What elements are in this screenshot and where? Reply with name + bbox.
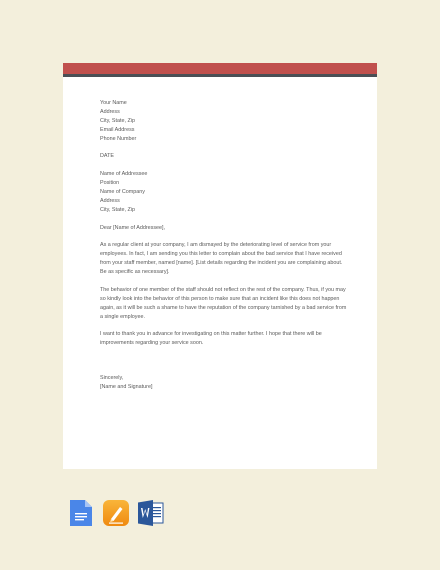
recipient-city-state-zip: City, State, Zip — [100, 206, 135, 213]
paragraph-line: a single employee. — [100, 313, 145, 320]
paragraph-line: again, as it will be such a shame to have the reputation of the company tarnished by a bad service from — [100, 304, 347, 311]
header-bar — [63, 63, 377, 74]
paragraph-line: The behavior of one member of the staff should not reflect on the rest of the company. Thus, if you may — [100, 286, 346, 293]
ms-word-icon[interactable] — [138, 500, 164, 526]
paragraph-3 — [100, 330, 341, 348]
paragraph-line: improvements regarding your service soon. — [100, 340, 204, 347]
sender-city-state-zip: City, State, Zip — [100, 117, 135, 124]
paragraph-line: so kindly look into the behavior of this person to make sure that an incident like this does not happen — [100, 295, 340, 302]
sender-name: Your Name — [100, 100, 127, 106]
signature: [Name and Signature] — [100, 384, 153, 391]
closing: Sincerely, — [100, 375, 124, 382]
letter-body — [100, 99, 347, 392]
letter-date: DATE — [100, 153, 114, 160]
sender-phone: Phone Number — [100, 135, 137, 142]
recipient-address: Address — [100, 197, 120, 204]
recipient-block — [100, 170, 341, 215]
salutation: Dear [Name of Addressee], — [100, 224, 166, 231]
google-docs-icon[interactable] — [68, 500, 94, 526]
paragraph-line: I want to thank you in advance for investigating on this matter further. I hope that there will be — [100, 331, 322, 338]
paragraph-line: Be as specific as necessary]. — [100, 269, 170, 276]
apple-pages-icon[interactable] — [103, 500, 129, 526]
recipient-name: Name of Addressee — [100, 171, 148, 178]
header-underline — [63, 74, 377, 77]
sender-address: Address — [100, 108, 120, 115]
paragraph-line: from your staff member, named [name]. [List details regarding the incident you are complaining about. — [100, 260, 343, 267]
letter-page — [63, 63, 377, 469]
sender-block — [100, 99, 341, 144]
paragraph-line: employees. In fact, I am sending you this letter to complain about the bad service that I have received — [100, 251, 342, 258]
paragraph-2 — [100, 286, 347, 322]
sender-email: Email Address — [100, 126, 135, 133]
recipient-position: Position — [100, 180, 120, 187]
paragraph-1 — [100, 241, 341, 277]
paragraph-line: As a regular client at your company, I am dismayed by the deteriorating level of service from your — [100, 242, 332, 249]
closing-block — [100, 374, 341, 392]
recipient-company: Name of Company — [100, 189, 145, 196]
